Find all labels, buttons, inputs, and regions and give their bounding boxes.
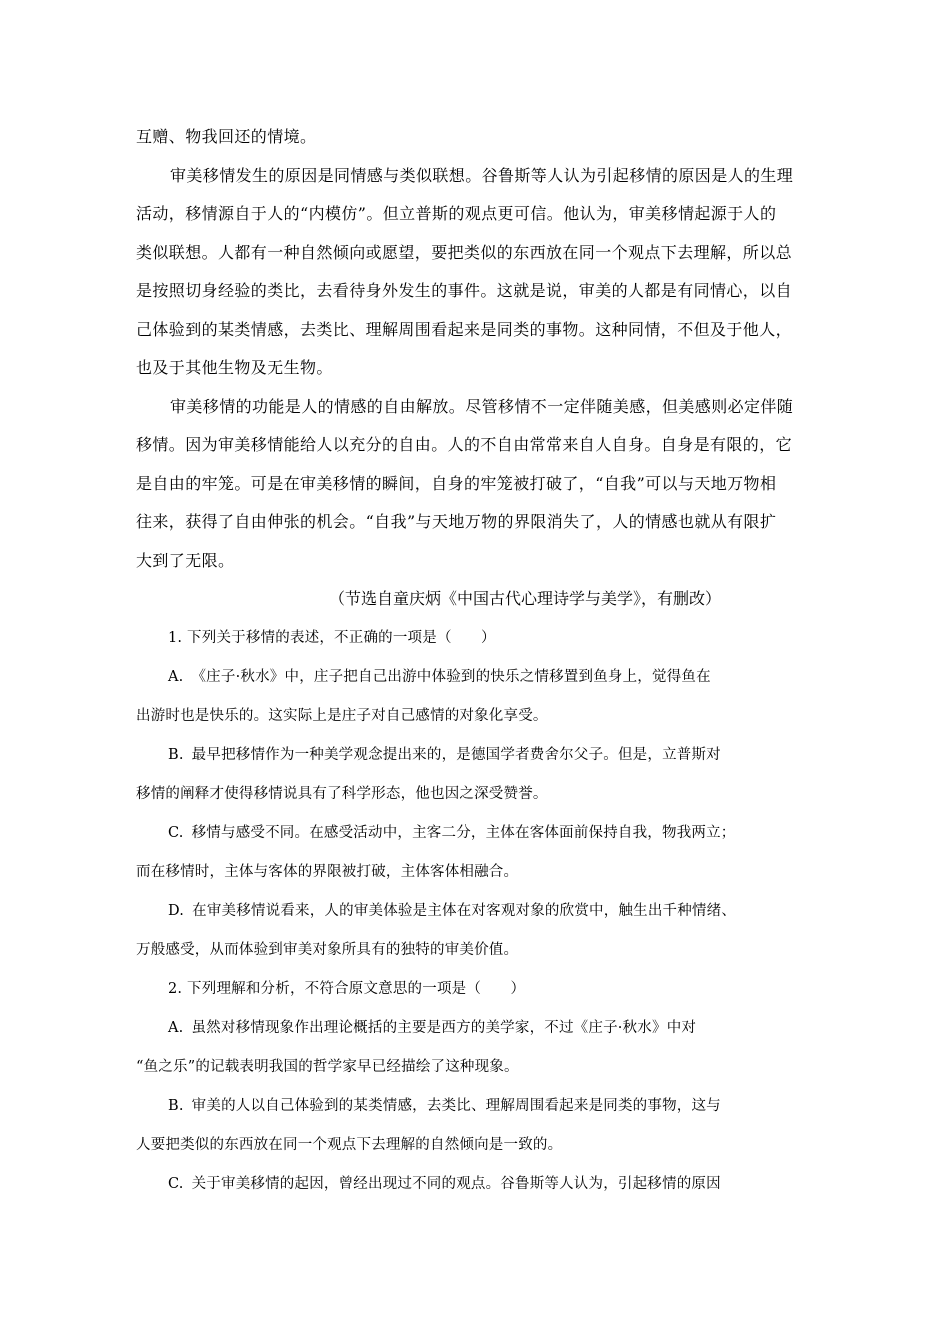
option-continuation: 移情的阐释才使得移情说具有了科学形态，他也因之深受赞誉。 [136,785,548,802]
question-2 [136,970,826,1204]
paragraph-line: 类似联想。人都有一种自然倾向或愿望，要把类似的东西放在同一个观点下去理解，所以总 [136,242,793,262]
option-line [136,658,826,697]
option-line [136,892,826,931]
paragraph-line: 审美移情发生的原因是同情感与类似联想。谷鲁斯等人认为引起移情的原因是人的生理 [170,165,794,185]
option-text: 最早把移情作为一种美学观念提出来的，是德国学者费舍尔父子。但是，立普斯对 [191,746,721,763]
question-stem: 1. 下列关于移情的表述，不正确的一项是（ ） [168,629,496,646]
paragraph-line: 互赠、物我回还的情境。 [136,127,317,146]
option-continuation: “鱼之乐”的记载表明我国的哲学家早已经描绘了这种现象。 [136,1058,519,1075]
option-label: A. [168,668,184,685]
option-line [136,1009,826,1048]
paragraph-line: 审美移情的功能是人的情感的自由解放。尽管移情不一定伴随美感，但美感则必定伴随 [170,396,794,416]
paragraph-line: 也及于其他生物及无生物。 [136,358,333,377]
source-citation: （节选自童庆炳《中国古代心理诗学与美学》，有删改） [329,589,722,608]
paragraph-line: 己体验到的某类情感，去类比、理解周围看起来是同类的事物。这种同情，不但及于他人， [136,319,793,339]
option-label: D. [168,902,185,919]
option-continuation: 万般感受，从而体验到审美对象所具有的独特的审美价值。 [136,941,519,958]
option-text: 审美的人以自己体验到的某类情感，去类比、理解周围看起来是同类的事物，这与 [191,1097,721,1114]
option-label: A. [168,1019,184,1036]
option-text: 关于审美移情的起因，曾经出现过不同的观点。谷鲁斯等人认为，引起移情的原因 [191,1175,721,1192]
paragraph-cause [136,157,826,388]
option-line [136,1087,826,1126]
paragraph-line: 是自由的牢笼。可是在审美移情的瞬间，自身的牢笼被打破了，“自我”可以与天地万物相 [136,473,777,493]
option-label: C. [168,824,184,841]
option-continuation: 而在移情时，主体与客体的界限被打破，主体客体相融合。 [136,863,519,880]
paragraph-line: 往来，获得了自由伸张的机会。“自我”与天地万物的界限消失了，人的情感也就从有限扩 [136,512,777,531]
option-text: 移情与感受不同。在感受活动中，主客二分，主体在客体面前保持自我，物我两立； [191,824,736,841]
document-page [136,118,826,1204]
option-line [136,814,826,853]
paragraph-function [136,388,826,581]
option-line [136,736,826,775]
question-1 [136,619,826,970]
option-label: B. [168,746,184,763]
question-stem: 2. 下列理解和分析，不符合原文意思的一项是（ ） [168,980,526,997]
paragraph-line: 是按照切身经验的类比，去看待身外发生的事件。这就是说，审美的人都是有同情心，以自 [136,281,793,300]
paragraph-line: 大到了无限。 [136,550,235,570]
paragraph-line: 移情。因为审美移情能给人以充分的自由。人的不自由常常来自人自身。自身是有限的，它 [136,435,793,454]
option-text: 虽然对移情现象作出理论概括的主要是西方的美学家，不过《庄子·秋水》中对 [191,1019,697,1036]
option-continuation: 人要把类似的东西放在同一个观点下去理解的自然倾向是一致的。 [136,1136,563,1153]
option-label: B. [168,1097,184,1114]
paragraph-line: 活动，移情源自于人的“内模仿”。但立普斯的观点更可信。他认为，审美移情起源于人的 [136,204,777,223]
option-label: C. [168,1175,184,1192]
option-line [136,1165,826,1204]
option-text: 《庄子·秋水》中，庄子把自己出游中体验到的快乐之情移置到鱼身上，觉得鱼在 [191,668,711,685]
option-continuation: 出游时也是快乐的。这实际上是庄子对自己感情的对象化享受。 [136,707,548,724]
option-text: 在审美移情说看来，人的审美体验是主体在对客观对象的欣赏中，触生出千种情绪、 [192,902,737,919]
